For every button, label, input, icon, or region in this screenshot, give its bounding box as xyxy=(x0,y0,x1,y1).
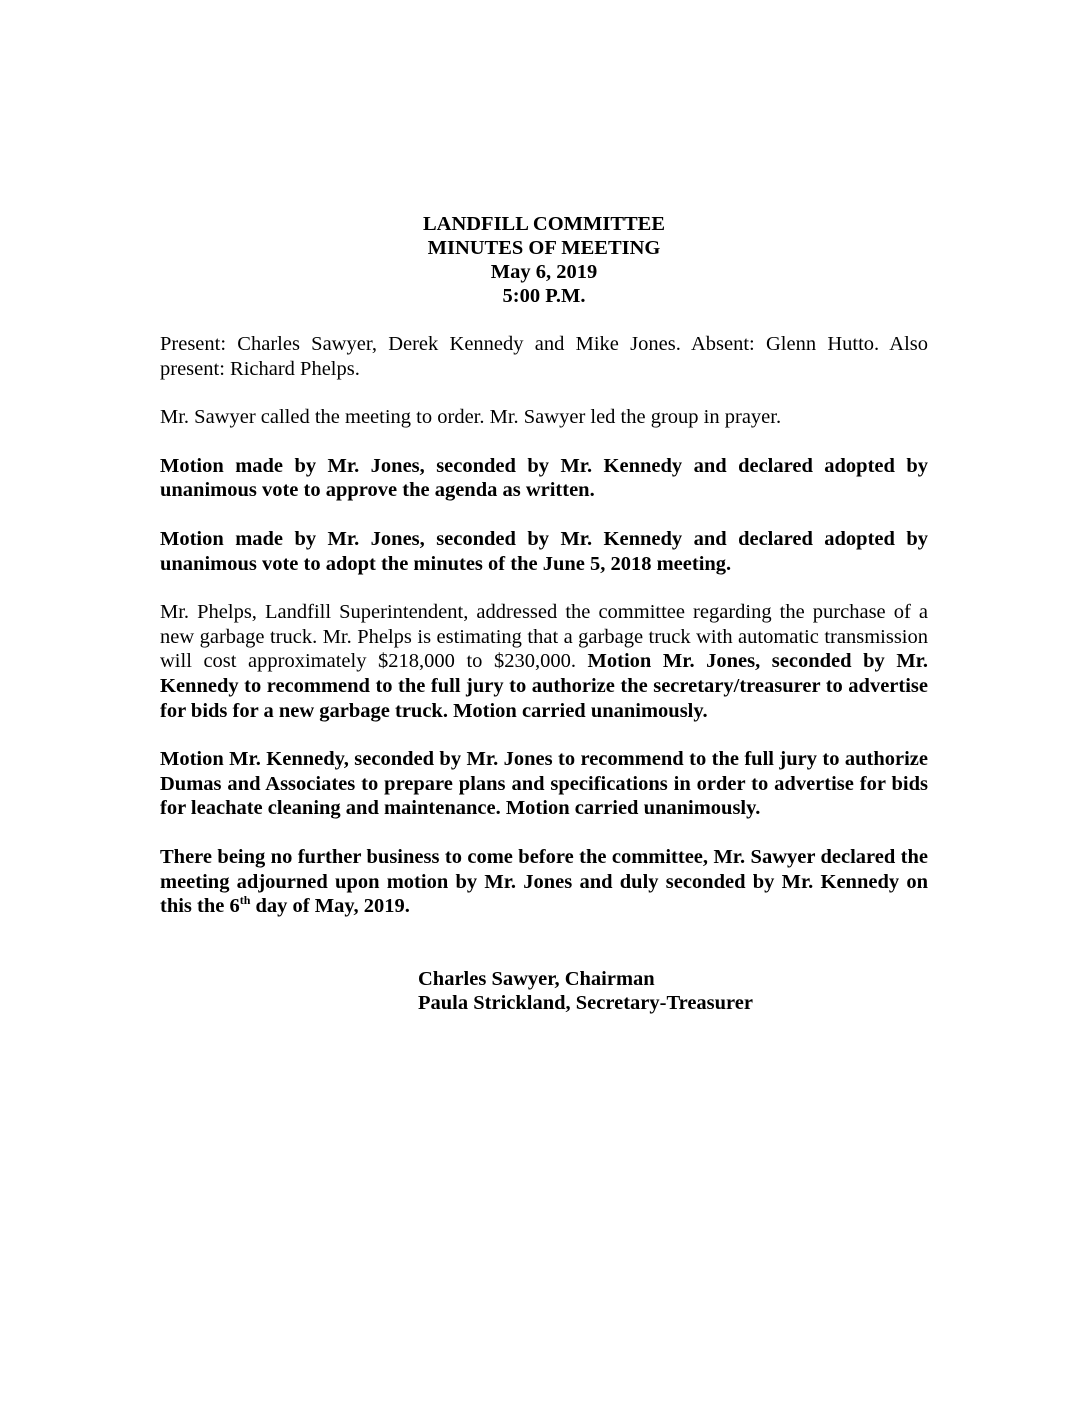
minutes-document xyxy=(160,212,928,1016)
garbage-truck-paragraph xyxy=(160,600,928,723)
document-header xyxy=(160,212,928,308)
adjournment-date-text: day of May, 2019. xyxy=(250,895,410,918)
truck-motion-text: Motion Mr. Jones, seconded by Mr. Kennedy to recommend to the full jury to authorize the secretary/treasurer to advertise for bids for a new garbage truck. Motion carried unanimously. xyxy=(160,650,929,722)
secretary-signature: Paula Strickland, Secretary-Treasurer xyxy=(418,992,753,1015)
motion-agenda-paragraph: Motion made by Mr. Jones, seconded by Mr. Kennedy and declared adopted by unanimous vote to approve the agenda as written. xyxy=(160,454,928,502)
truck-discussion-text: Mr. Phelps, Landfill Superintendent, addressed the committee regarding the purchase of a new garbage truck. Mr. Phelps is estimating that a garbage truck with automatic transmission will cost approximately $218,000 to $230,000. xyxy=(160,601,928,673)
committee-title: LANDFILL COMMITTEE xyxy=(422,213,666,235)
call-to-order-paragraph: Mr. Sawyer called the meeting to order. Mr. Sawyer led the group in prayer. xyxy=(160,406,782,429)
minutes-title: MINUTES OF MEETING xyxy=(427,237,661,259)
motion-leachate-paragraph: Motion Mr. Kennedy, seconded by Mr. Jones to recommend to the full jury to authorize Dumas and Associates to prepare plans and specifications in order to advertise for bids for leachate cleaning and maintenance. Motion carried unanimously. xyxy=(160,748,928,820)
chairman-signature: Charles Sawyer, Chairman xyxy=(418,967,655,990)
motion-minutes-paragraph: Motion made by Mr. Jones, seconded by Mr. Kennedy and declared adopted by unanimous vote to adopt the minutes of the June 5, 2018 meeting. xyxy=(160,527,928,575)
meeting-time: 5:00 P.M. xyxy=(502,285,586,307)
meeting-date: May 6, 2019 xyxy=(490,261,598,283)
signature-block xyxy=(418,967,928,1016)
attendance-paragraph: Present: Charles Sawyer, Derek Kennedy and Mike Jones. Absent: Glenn Hutto. Also present: Richard Phelps. xyxy=(160,333,928,380)
adjournment-paragraph xyxy=(160,845,928,919)
ordinal-suffix: th xyxy=(239,893,251,908)
adjournment-text: There being no further business to come before the committee, Mr. Sawyer declared the meeting adjourned upon motion by Mr. Jones and duly seconded by Mr. Kennedy on this the 6 xyxy=(160,845,928,918)
